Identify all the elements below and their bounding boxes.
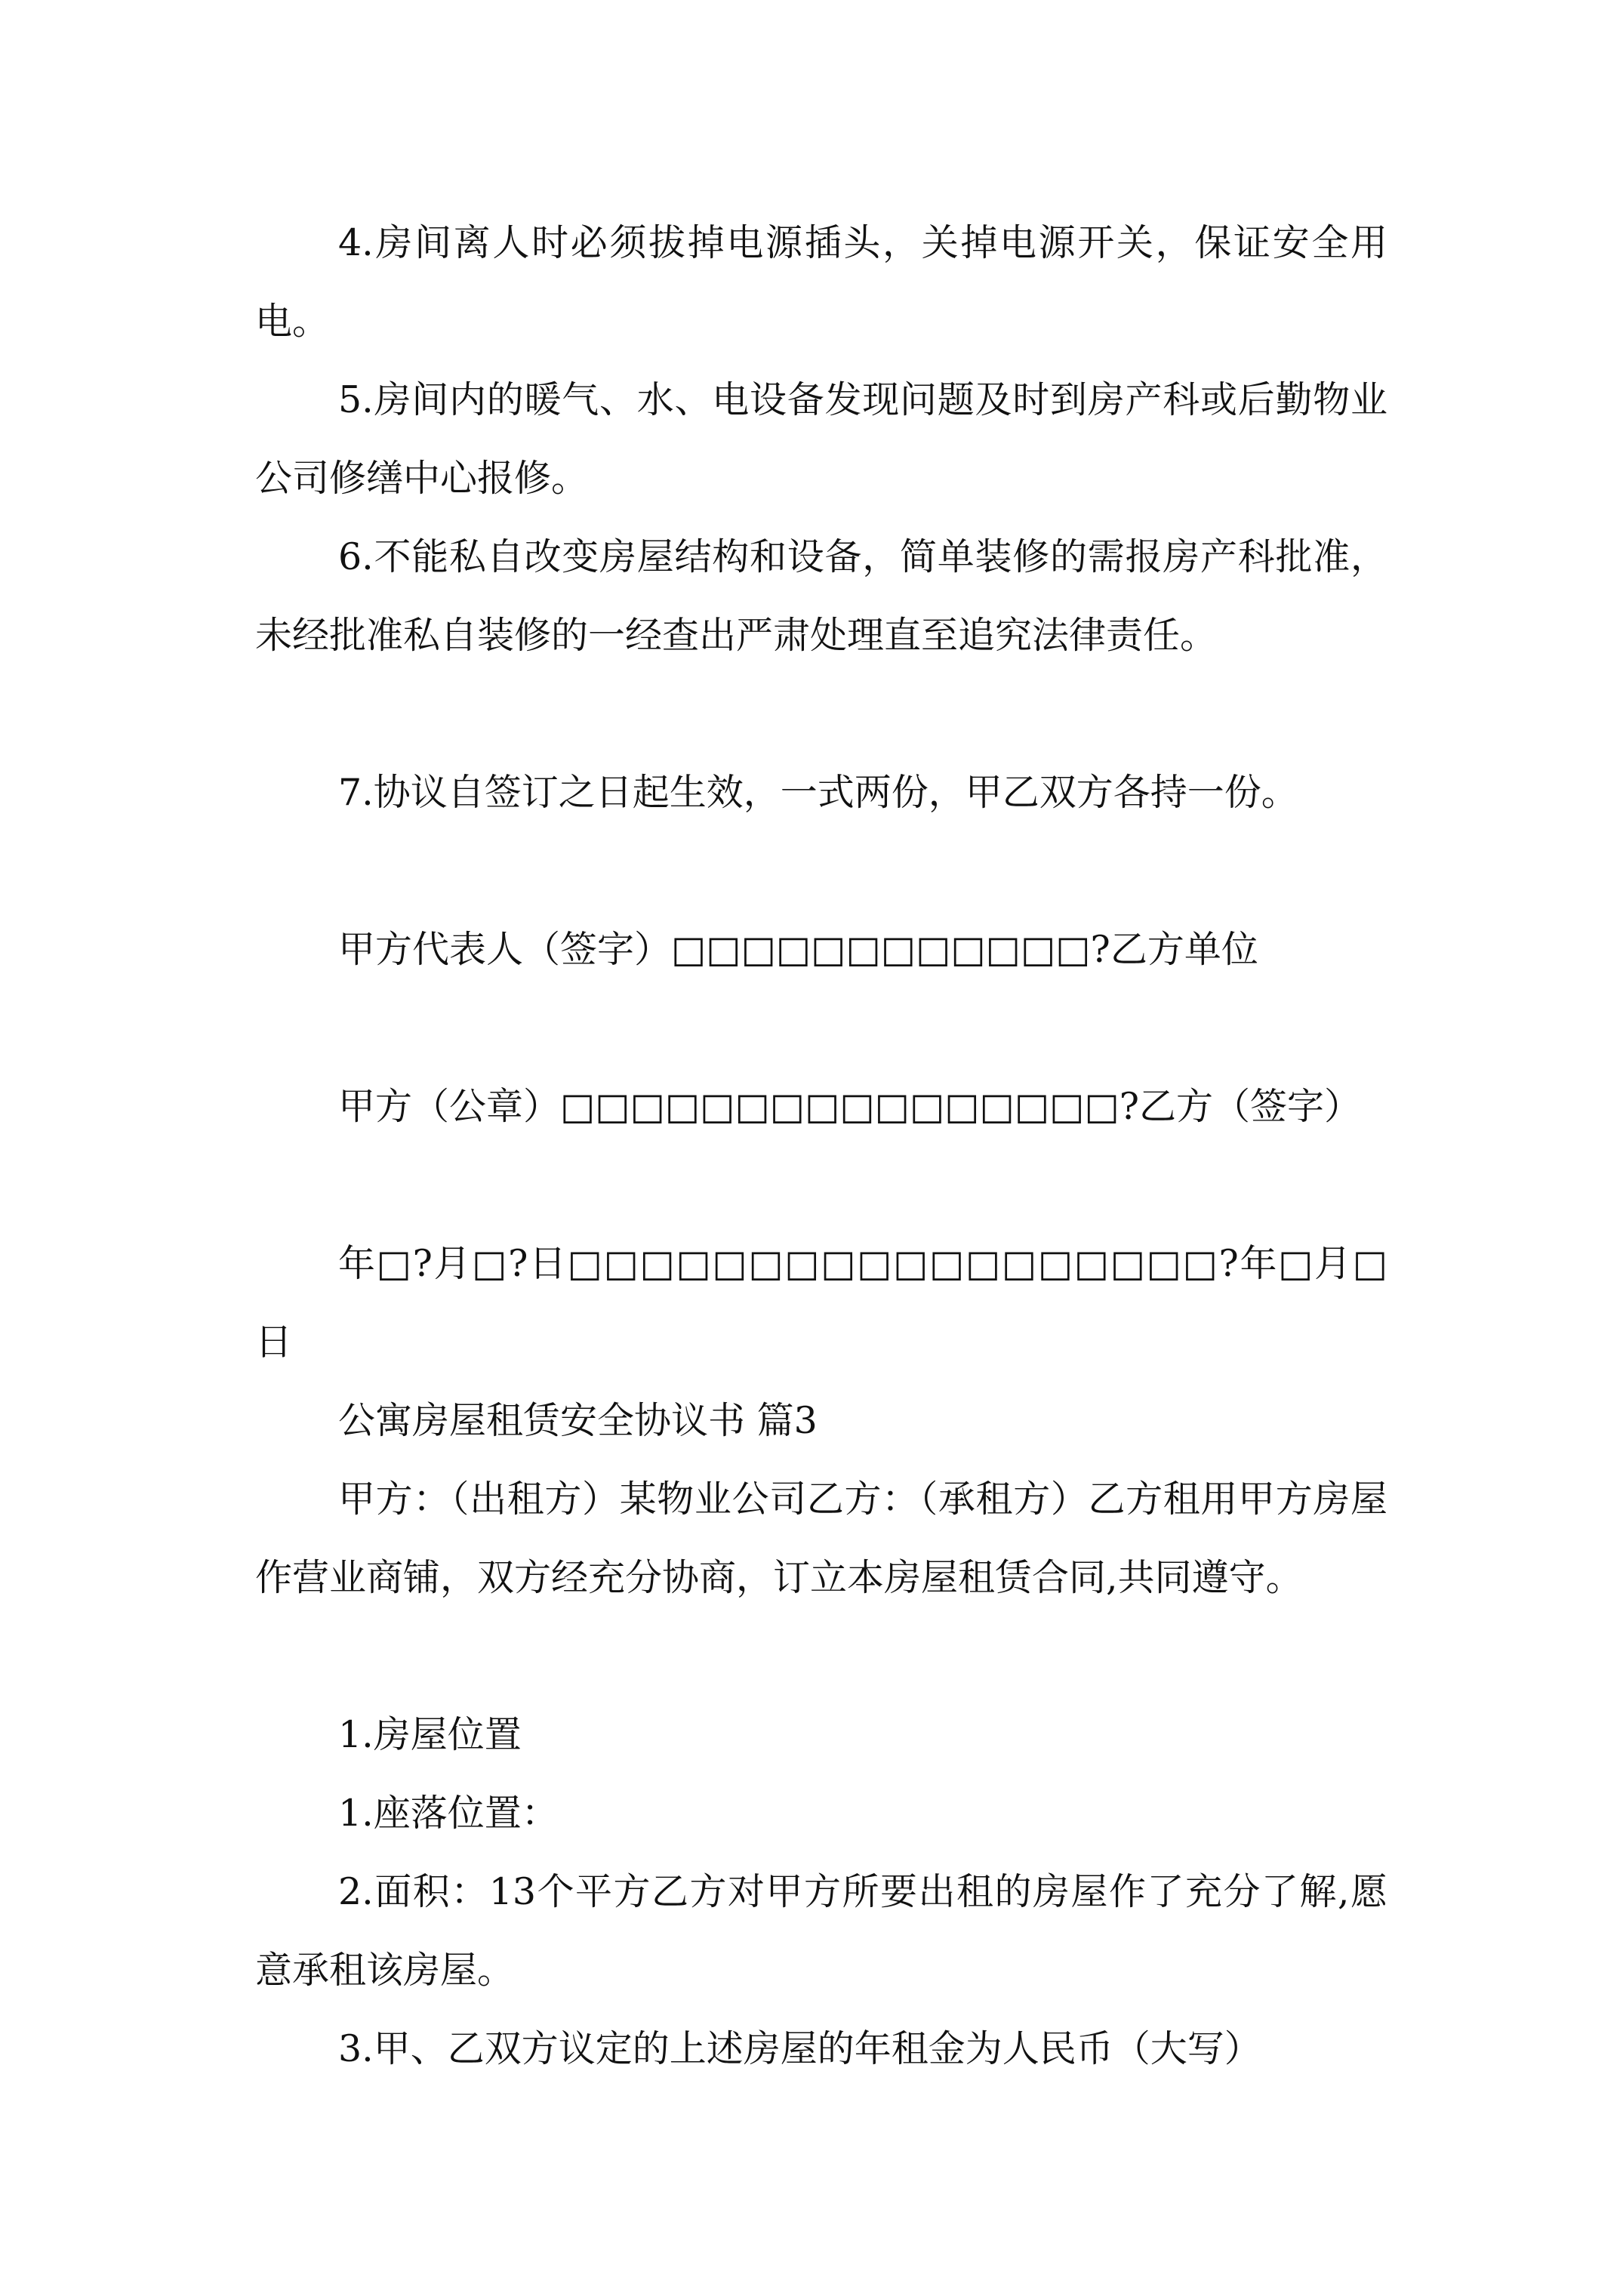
clause-6-paragraph: 6.不能私自改变房屋结构和设备，简单装修的需报房产科批准，未经批准私自装修的一经查出严肃处理直至追究法律责任。 — [255, 535, 1387, 657]
item-area: 2.面积：13个平方乙方对甲方所要出租的房屋作了充分了解,愿意承租该房屋。 — [255, 1870, 1387, 1992]
item-house-location: 1.房屋位置 — [338, 1713, 522, 1756]
clause-5-paragraph: 5.房间内的暖气、水、电设备发现问题及时到房产科或后勤物业公司修缮中心报修。 — [255, 378, 1387, 500]
date-line: 年□?月□?日□□□□□□□□□□□□□□□□□□?年□月□日 — [255, 1242, 1387, 1364]
section-title: 公寓房屋租赁安全协议书 篇3 — [338, 1399, 818, 1442]
signature-line-party-a-seal: 甲方（公章）□□□□□□□□□□□□□□□□?乙方（签字） — [338, 1085, 1362, 1128]
clause-7-paragraph: 7.协议自签订之日起生效，一式两份，甲乙双方各持一份。 — [338, 771, 1298, 814]
clause-4-paragraph: 4.房间离人时必须拔掉电源插头，关掉电源开关，保证安全用电。 — [255, 221, 1387, 343]
parties-paragraph: 甲方：（出租方）某物业公司乙方：（承租方）乙方租用甲方房屋作营业商铺，双方经充分协商，订立本房屋租赁合同,共同遵守。 — [255, 1478, 1387, 1599]
signature-line-party-a-representative: 甲方代表人（签字）□□□□□□□□□□□□?乙方单位 — [338, 928, 1258, 971]
item-seat-location: 1.座落位置： — [338, 1792, 559, 1835]
item-annual-rent: 3.甲、乙双方议定的上述房屋的年租金为人民币（大写） — [338, 2027, 1261, 2070]
